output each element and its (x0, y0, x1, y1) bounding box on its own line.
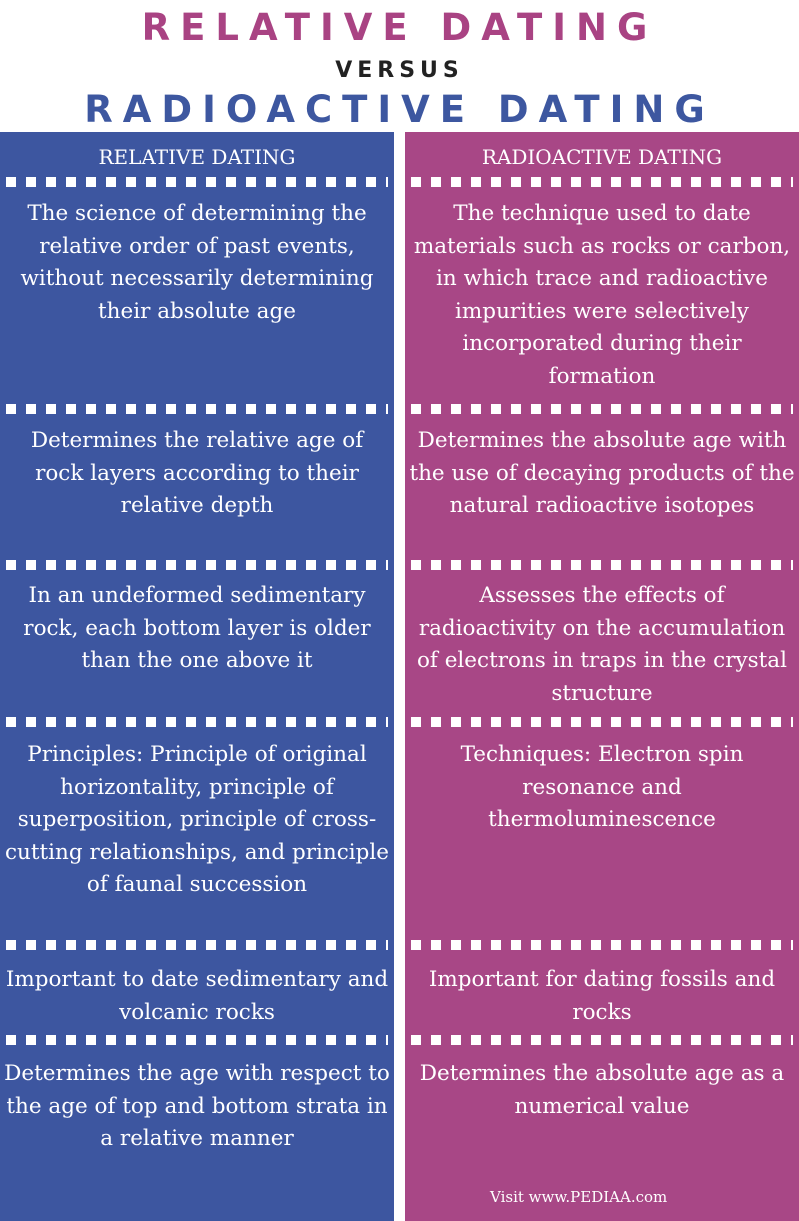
radioactive-row-3: Assesses the effects of radioactivity on the accumulation of electrons in traps in the crystal structure (416, 583, 788, 706)
relative-dating-column (0, 132, 394, 1221)
dotted-divider (411, 560, 793, 570)
dotted-divider (6, 560, 388, 570)
versus-label: VERSUS (335, 58, 464, 83)
title-relative-dating: RELATIVE DATING (141, 6, 658, 49)
radioactive-dating-column (405, 132, 799, 1221)
relative-row-1: The science of determining the relative order of past events, without necessarily determining their absolute age (20, 201, 374, 324)
dotted-divider (6, 177, 388, 187)
dotted-divider (411, 1035, 793, 1045)
relative-row-6: Determines the age with respect to the age of top and bottom strata in a relative manner (4, 1061, 390, 1152)
dotted-divider (6, 1035, 388, 1045)
radioactive-row-1: The technique used to date materials such as rocks or carbon, in which trace and radioactive impurities were selectively incorporated during their formation (413, 201, 791, 389)
dotted-divider (411, 717, 793, 727)
dotted-divider (411, 177, 793, 187)
radioactive-row-5: Important for dating fossils and rocks (428, 967, 776, 1025)
dotted-divider (6, 404, 388, 414)
dotted-divider (411, 940, 793, 950)
relative-dating-heading: RELATIVE DATING (98, 145, 296, 169)
relative-row-5: Important to date sedimentary and volcanic rocks (5, 967, 389, 1025)
radioactive-dating-heading: RADIOACTIVE DATING (481, 145, 723, 169)
dotted-divider (6, 940, 388, 950)
relative-row-4: Principles: Principle of original horizontality, principle of superposition, principle of cross-cutting relationships, and principle of faunal succession (4, 742, 390, 898)
title-radioactive-dating: RADIOACTIVE DATING (84, 88, 715, 131)
dotted-divider (411, 404, 793, 414)
relative-row-2: Determines the relative age of rock layers according to their relative depth (30, 428, 364, 519)
source-credit: Visit www.PEDIAA.com (490, 1188, 668, 1206)
relative-row-3: In an undeformed sedimentary rock, each bottom layer is older than the one above it (23, 583, 371, 674)
radioactive-row-4: Techniques: Electron spin resonance and thermoluminescence (460, 742, 744, 833)
dotted-divider (6, 717, 388, 727)
radioactive-row-6: Determines the absolute age as a numerical value (419, 1061, 785, 1119)
radioactive-row-2: Determines the absolute age with the use of decaying products of the natural radioactive isotopes (409, 428, 795, 519)
page-header (0, 0, 799, 132)
